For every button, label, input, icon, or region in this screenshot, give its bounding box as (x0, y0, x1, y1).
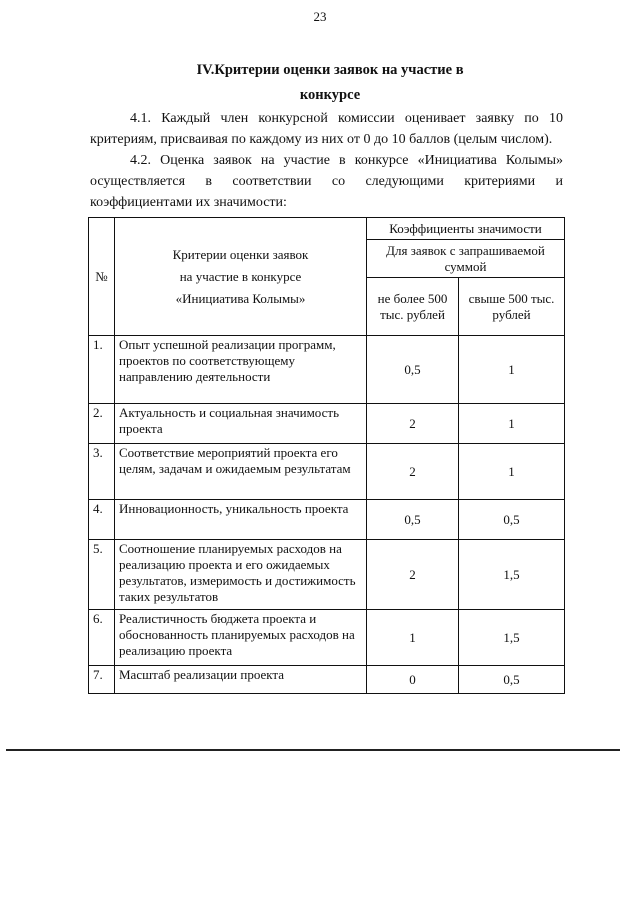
paragraph-4-1: 4.1. Каждый член конкурсной комиссии оценивает заявку по 10 критериям, присваивая по каждому из них от 0 до 10 баллов (целым числом). (90, 111, 563, 147)
row-number: 6. (89, 610, 115, 666)
row-criterion: Актуальность и социальная значимость проекта (115, 404, 367, 444)
row-coef-low: 2 (367, 540, 459, 610)
header-criteria-line: «Инициатива Колымы» (175, 290, 306, 306)
header-criteria-line: Критерии оценки заявок (172, 246, 309, 262)
table-row (89, 610, 565, 666)
row-number: 3. (89, 444, 115, 500)
bottom-rule (6, 749, 620, 751)
header-criteria-line: на участие в конкурсе (179, 268, 302, 284)
row-coef-high: 1 (459, 404, 565, 444)
row-coef-low: 1 (367, 610, 459, 666)
header-criteria (115, 218, 367, 336)
header-col-high: свыше 500 тыс. рублей (459, 278, 565, 336)
row-coef-high: 1 (459, 444, 565, 500)
row-coef-high: 1,5 (459, 610, 565, 666)
row-criterion: Реалистичность бюджета проекта и обоснованность планируемых расходов на реализацию проекта (115, 610, 367, 666)
table-row (89, 336, 565, 404)
row-criterion: Масштаб реализации проекта (115, 666, 367, 694)
table-row (89, 404, 565, 444)
row-coef-high: 0,5 (459, 500, 565, 540)
row-coef-high: 1 (459, 336, 565, 404)
section-title: IV.Критерии оценки заявок на участие в конкурсе (196, 62, 464, 103)
paragraph-4-2: 4.2. Оценка заявок на участие в конкурсе «Инициатива Колымы» осуществляется в соответствии со следующими критериями и коэффициентами их значимости: (90, 153, 563, 210)
table-row (89, 444, 565, 500)
row-coef-low: 0,5 (367, 500, 459, 540)
row-coef-low: 2 (367, 444, 459, 500)
row-number: 2. (89, 404, 115, 444)
table-row (89, 540, 565, 610)
row-number: 5. (89, 540, 115, 610)
header-coefficients: Коэффициенты значимости (367, 218, 565, 240)
criteria-table (88, 217, 565, 694)
table-row (89, 500, 565, 540)
row-criterion: Соотношение планируемых расходов на реализацию проекта и его ожидаемых результатов, измеримость и достижимость таких результатов (115, 540, 367, 610)
page-number: 23 (313, 9, 327, 24)
row-criterion: Соответствие мероприятий проекта его целям, задачам и ожидаемым результатам (115, 444, 367, 500)
header-number: № (89, 218, 115, 336)
row-number: 1. (89, 336, 115, 404)
row-coef-high: 1,5 (459, 540, 565, 610)
row-number: 4. (89, 500, 115, 540)
header-col-low: не более 500 тыс. рублей (367, 278, 459, 336)
table-row (89, 666, 565, 694)
row-number: 7. (89, 666, 115, 694)
header-request-sum: Для заявок с запрашиваемой суммой (367, 240, 565, 278)
row-criterion: Инновационность, уникальность проекта (115, 500, 367, 540)
row-coef-low: 0,5 (367, 336, 459, 404)
row-criterion: Опыт успешной реализации программ, проектов по соответствующему направлению деятельности (115, 336, 367, 404)
row-coef-low: 0 (367, 666, 459, 694)
row-coef-low: 2 (367, 404, 459, 444)
row-coef-high: 0,5 (459, 666, 565, 694)
